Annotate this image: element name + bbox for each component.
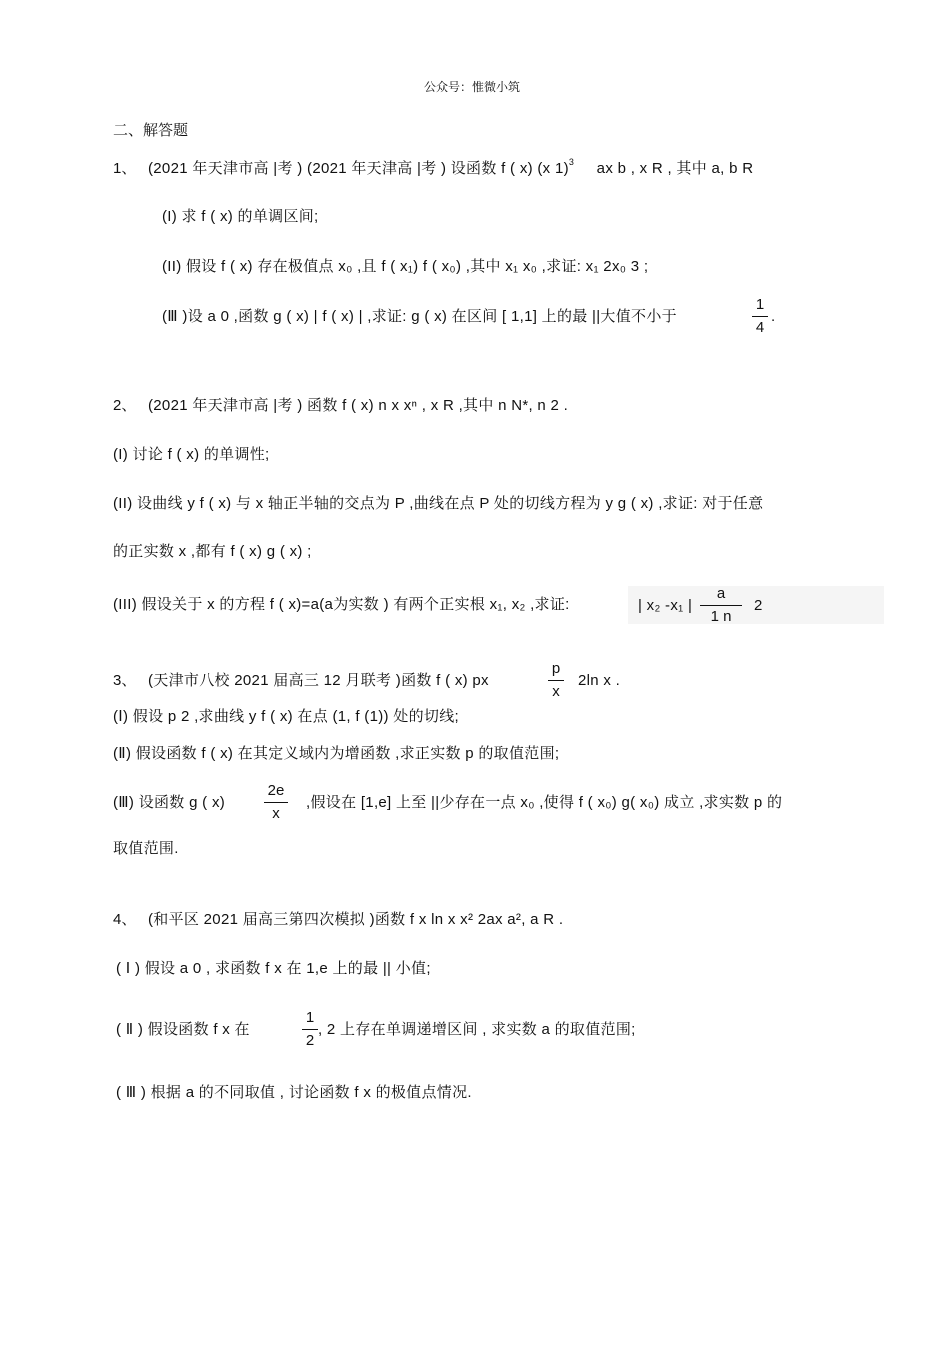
q2-part2-line1: (II) 设曲线 y f ( x) 与 x 轴正半轴的交点为 P ,曲线在点 P 处的切线方程为 y g ( x) ,求证: 对于任意 bbox=[113, 495, 764, 512]
q3-fraction-bar bbox=[548, 680, 564, 681]
q1-stem-a: (2021 年天津市高 |考 ) (2021 年天津高 |考 ) 设函数 f ( x) (x 1) bbox=[148, 160, 569, 177]
q3-part3-b: ,假设在 [1,e] 上至 ||少存在一点 x₀ ,使得 f ( x₀) g( x₀) 成立 ,求实数 p 的 bbox=[306, 794, 783, 811]
q4-part2-bar bbox=[302, 1029, 318, 1030]
q4-part3: ( Ⅲ ) 根据 a 的不同取值 , 讨论函数 f x 的极值点情况. bbox=[116, 1084, 472, 1101]
q3-stem-a: (天津市八校 2021 届高三 12 月联考 )函数 f ( x) px bbox=[148, 672, 489, 689]
q1-part2: (II) 假设 f ( x) 存在极值点 x₀ ,且 f ( x₁) f ( x₀) ,其中 x₁ x₀ ,求证: x₁ 2x₀ 3 ; bbox=[162, 258, 649, 275]
q3-part3-bar bbox=[264, 802, 288, 803]
q2-part3: (III) 假设关于 x 的方程 f ( x)=a(a为实数 ) 有两个正实根 x₁, x₂ ,求证: bbox=[113, 596, 570, 613]
q3-stem-fraction bbox=[548, 660, 564, 701]
q2-part1: (I) 讨论 f ( x) 的单调性; bbox=[113, 446, 270, 463]
q3-part3-numerator: 2e bbox=[267, 782, 285, 799]
q1-part3-end: . bbox=[771, 308, 776, 325]
q4-part2-b: , 2 上存在单调递增区间 , 求实数 a 的取值范围; bbox=[318, 1021, 636, 1038]
q3-part3-c: 取值范围. bbox=[113, 840, 179, 857]
q3-part2: (Ⅱ) 假设函数 f ( x) 在其定义域内为增函数 ,求正实数 p 的取值范围; bbox=[113, 745, 560, 762]
q2-fraction bbox=[700, 585, 742, 626]
q4-part2-denominator: 2 bbox=[305, 1032, 315, 1049]
q3-fraction-numerator: p bbox=[551, 660, 561, 677]
q1-stem-c: , 其中 a, b R bbox=[667, 160, 754, 177]
q2-fraction-denominator: 1 n bbox=[710, 608, 732, 625]
q4-part2-a: ( Ⅱ ) 假设函数 f x 在 bbox=[116, 1021, 250, 1038]
page-header: 公众号：惟微小筑 bbox=[424, 80, 521, 94]
q4-part1: ( Ⅰ ) 假设 a 0 , 求函数 f x 在 1,e 上的最 || 小值; bbox=[116, 960, 431, 977]
q1-stem-exponent: 3 bbox=[568, 157, 575, 167]
q1-part3-fraction bbox=[752, 296, 768, 337]
q1-stem bbox=[148, 157, 754, 179]
q1-stem-b: ax b , x R bbox=[596, 160, 664, 177]
q1-fraction-bar bbox=[752, 316, 768, 317]
q2-fraction-numerator: a bbox=[716, 585, 726, 602]
q2-part2-line2: 的正实数 x ,都有 f ( x) g ( x) ; bbox=[113, 543, 312, 560]
q3-part1: (Ⅰ) 假设 p 2 ,求曲线 y f ( x) 在点 (1, f (1)) 处的切线; bbox=[113, 708, 459, 725]
q3-stem-b: 2ln x . bbox=[578, 672, 621, 689]
q1-fraction-numerator: 1 bbox=[755, 296, 765, 313]
q3-part3-denominator: x bbox=[272, 805, 280, 822]
q1-number: 1、 bbox=[113, 160, 137, 177]
q1-fraction-denominator: 4 bbox=[755, 319, 765, 336]
q2-stem: (2021 年天津市高 |考 ) 函数 f ( x) n x xⁿ , x R ,其中 n N*, n 2 . bbox=[148, 397, 569, 414]
q4-part2-fraction bbox=[302, 1009, 318, 1050]
q3-part3-a: (Ⅲ) 设函数 g ( x) bbox=[113, 794, 226, 811]
q3-number: 3、 bbox=[113, 672, 137, 689]
q2-abs-diff: | x₂ -x₁ | bbox=[638, 597, 693, 614]
q2-part3-end: 2 bbox=[754, 597, 763, 614]
q4-stem: (和平区 2021 届高三第四次模拟 )函数 f x ln x x² 2ax a², a R . bbox=[148, 911, 564, 928]
q2-fraction-bar bbox=[700, 605, 742, 606]
q3-fraction-denominator: x bbox=[552, 683, 560, 700]
q1-part1: (I) 求 f ( x) 的单调区间; bbox=[162, 208, 319, 225]
q2-number: 2、 bbox=[113, 397, 137, 414]
section-title: 二、解答题 bbox=[113, 122, 189, 139]
q1-part3: (Ⅲ )设 a 0 ,函数 g ( x) | f ( x) | ,求证: g ( x) 在区间 [ 1,1] 上的最 ||大值不小于 bbox=[162, 308, 677, 325]
q4-part2-numerator: 1 bbox=[305, 1009, 315, 1026]
q4-number: 4、 bbox=[113, 911, 137, 928]
q3-part3-fraction bbox=[264, 782, 288, 823]
